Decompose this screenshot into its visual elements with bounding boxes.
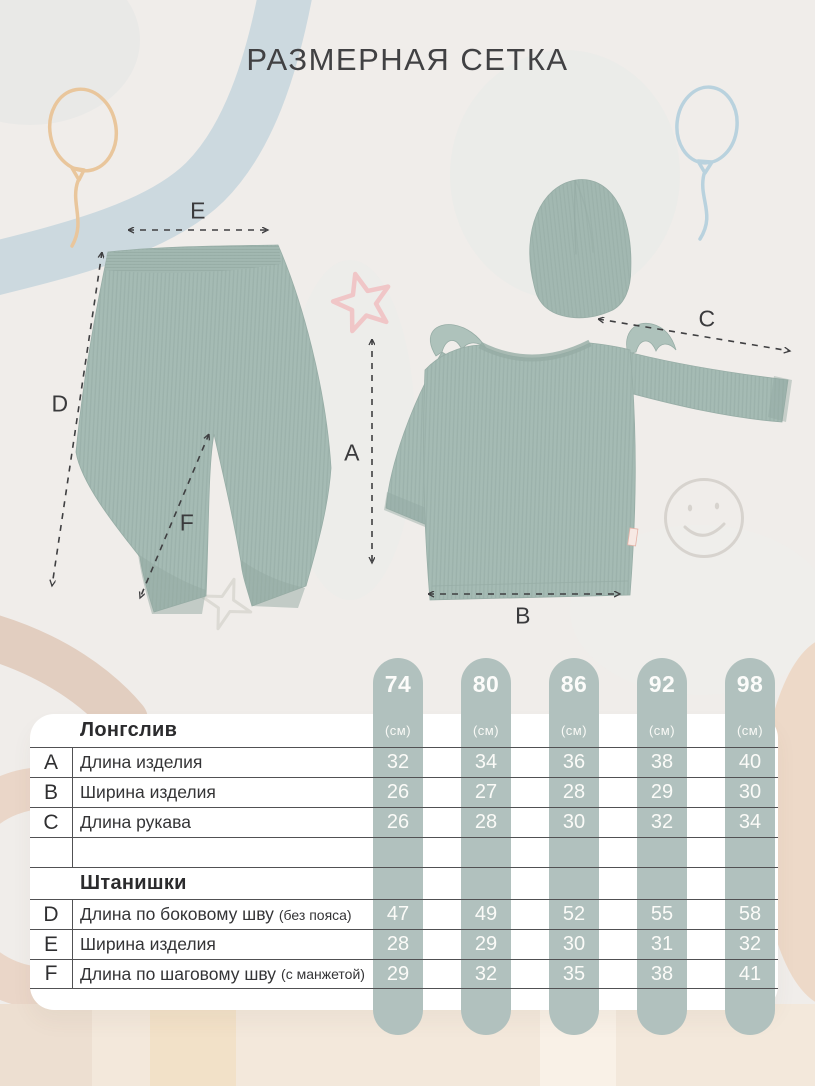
- table-row: [30, 867, 778, 899]
- dim-label-E: E: [190, 197, 206, 224]
- bottom-band-left: [0, 1004, 92, 1086]
- row-label: [80, 930, 216, 959]
- cell-value: 27: [474, 781, 498, 803]
- cell-value: 29: [474, 933, 498, 955]
- arrow-C: [598, 319, 790, 351]
- unit-label: (см): [648, 723, 676, 738]
- size-value: 74: [384, 671, 412, 697]
- cell-value: 30: [562, 811, 586, 833]
- row-letter: B: [30, 778, 73, 807]
- table-row: [30, 837, 778, 867]
- cell-value: 36: [562, 751, 586, 773]
- table-row: [30, 807, 778, 837]
- cell-value: 34: [738, 811, 762, 833]
- unit-label: (см): [384, 723, 412, 738]
- dim-label-B: B: [515, 602, 531, 629]
- size-value: 86: [560, 671, 588, 697]
- row-label: [80, 778, 216, 807]
- row-label: [80, 900, 352, 929]
- cell-value: 55: [650, 903, 674, 925]
- cell-value: 26: [386, 781, 410, 803]
- row-letter: D: [30, 900, 73, 929]
- table-row: [30, 714, 778, 747]
- cell-value: 58: [738, 903, 762, 925]
- dim-label-D: D: [51, 390, 69, 417]
- row-label-text: Длина по шаговому шву: [80, 963, 277, 984]
- dim-label-C: C: [698, 305, 716, 332]
- row-letter: F: [30, 960, 73, 988]
- row-letter: E: [30, 930, 73, 959]
- row-label-text: Длина по боковому шву: [80, 904, 274, 924]
- row-label-text: Ширина изделия: [80, 934, 216, 954]
- unit-label: (см): [472, 723, 500, 738]
- cell-value: 35: [562, 962, 586, 985]
- table-row: [30, 959, 778, 989]
- cell-value: 30: [562, 933, 586, 955]
- row-label-note: (без пояса): [278, 906, 352, 923]
- table-row: [30, 929, 778, 959]
- cell-value: 52: [562, 903, 586, 925]
- dim-label-A: A: [344, 439, 360, 466]
- cell-value: 32: [386, 751, 410, 773]
- unit-label: (см): [560, 723, 588, 738]
- cell-value: 28: [562, 781, 586, 803]
- row-label-text: Длина изделия: [80, 752, 203, 772]
- row-label: [80, 748, 202, 777]
- cell-value: 28: [474, 811, 498, 833]
- cell-value: 34: [474, 751, 498, 773]
- cell-value: 32: [474, 962, 498, 985]
- table-row: [30, 747, 778, 777]
- table-row: [30, 777, 778, 807]
- page-title: РАЗМЕРНАЯ СЕТКА: [246, 42, 569, 77]
- row-label-note: (с манжетой): [281, 966, 365, 982]
- row-label-text: Длина рукава: [80, 812, 191, 832]
- row-label: [80, 960, 365, 988]
- cell-value: 32: [650, 811, 674, 833]
- size-table-rows: [30, 714, 778, 1010]
- row-letter: C: [30, 808, 73, 837]
- cell-value: 29: [386, 962, 410, 985]
- cell-value: 32: [738, 933, 762, 955]
- row-letter: A: [30, 748, 73, 777]
- cell-value: 31: [650, 933, 674, 955]
- dim-label-F: F: [179, 509, 195, 536]
- bottom-band-yellow: [150, 1004, 236, 1086]
- cell-value: 41: [738, 962, 762, 985]
- cell-value: 26: [386, 811, 410, 833]
- arrow-D: [52, 252, 102, 586]
- size-value: 98: [736, 671, 764, 697]
- cell-value: 38: [650, 751, 674, 773]
- section-header: Штанишки: [80, 872, 187, 894]
- row-letter-empty: [30, 838, 73, 867]
- size-value: 80: [472, 671, 500, 697]
- row-label-text: Ширина изделия: [80, 782, 216, 802]
- cell-value: 30: [738, 781, 762, 803]
- cell-value: 28: [386, 933, 410, 955]
- cell-value: 40: [738, 751, 762, 773]
- arrow-F: [140, 434, 209, 598]
- unit-label: (см): [736, 723, 764, 738]
- size-value: 92: [648, 671, 676, 697]
- cell-value: 47: [386, 903, 410, 925]
- cell-value: 49: [474, 903, 498, 925]
- section-header: Лонгслив: [80, 719, 178, 741]
- cell-value: 38: [650, 962, 674, 985]
- row-label: [80, 808, 191, 837]
- cell-value: 29: [650, 781, 674, 803]
- table-row: [30, 899, 778, 929]
